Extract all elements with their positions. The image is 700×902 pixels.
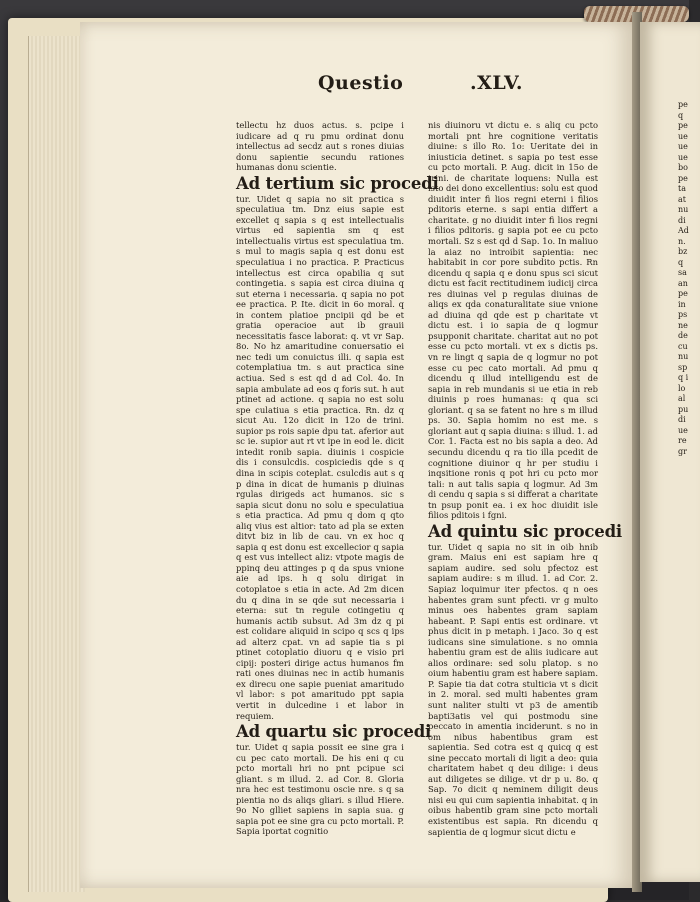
intro-paragraph: tellectu hz duos actus. s. pcipe i iudicare ad q ru pmu ordinat donu intellectus ad secdz aut s rones diuias donu sapientie secundu rationes humanas donu scientie. bbox=[236, 120, 404, 173]
stacked-page-edges bbox=[28, 36, 85, 892]
right-column-body-a: nis diuinoru vt dictu e. s aliq cu pcto mortali pnt hre cognitione veritatis diuine: s illo Ro. 1o: Ueritate dei in iniusticia detinet. s sapia po test esse cu pcto mortali. P. Aug. dicit in 15o de trini. de charitate loquens: Nulla est isto dei dono excellentius: solu est quod diuidit inter fi lios regni eterni i filios pditoris eterne. s sapi entia differt a charitate. g no diuidit inter fi lios regni i filios pditoris. g sapia pot ee cu pcto mortali. Sz s est qd d Sap. 1o. In maliuo la aiaz no introibit sapientia: nec habitabit in cor pore subdito pctis. Rn dicendu q sapia q e donu spus sci sicut dictu est facit rectitudinem iudicij circa res diuinas vel p regulas diuinas de aliqs ex qda conaturalitate siue vnione ad diuina qd qde est p charitate vt dictu est. i io sapia de q logmur psupponit charitate. charitat aut no pot esse cu pcto mortali. vt ex s dictis ps. vn re lingt q sapia de q logmur no pot esse cu pec cato mortali. Ad pmu q dicendu q illud intelligendu est de sapia in reb mundanis si ue etia in reb diuinis p roes humanas: q qua sci gloriant. q sa se fatent no hre s m illud ps. 30. Sapia homim no est me. s gloriant aut q sapia diuina: s illud. 1. ad Cor. 1. Facta est no bis sapia a deo. Ad secundu dicendu q ra tio illa pcedit de cognitione diuinor q hr per studiu i inqsitione ronis q pot hri cu pcto mor tali: n aut talis sapia q logmur. Ad 3m di cendu q sapia s si differat a charitate tn psup ponit ea. i ex hoc diuidit isle filios pditois i fgni. bbox=[428, 120, 598, 521]
running-head-left: Questio bbox=[318, 72, 404, 94]
section-quintum-body: tur. Uidet q sapia no sit in oib hnib gram. Maius eni est sapiam hre q sapiam audire. sed solu pfectoz est sapiam audire: s m illud. 1. ad Cor. 2. Sapiaz loquimur iter pfectos. q n oes habentes gram sunt pfecti. vr g multo minus oes habentes gram sapiam habeant. P. Sapi entis est ordinare. vt phus dicit in p metaph. i Jaco. 3o q est iudicans sine simulatione. s no omnia habentiu gram est de aliis iudicare aut alios ordinare: sed solu platop. s no oium habentiu gram est habere sapiam. P. Sapie tia dat cotra stulticia vt s dicit in 2. moral. sed multi habentes gram sunt naliter stulti vt p3 de amentib bapti3atis vel qui postmodu sine peccato in amentia inciderunt. s no in om nibus habentibus gram est sapientia. Sed cotra est q quicq q est sine peccato mortali di ligit a deo: quia charitatem habet q deu dilige: i deus aut diligetes se dilige. vt dr p u. 8o. q Sap. 7o dicit q neminem diligit deus nisi eu qui cum sapientia inhabitat. q in oibus habentib gram sine pcto mortali existentibus est sapia. Rn dicendu q sapientia de q logmur sicut dictu e bbox=[428, 541, 598, 837]
left-text-column bbox=[236, 120, 439, 837]
section-tertium-body: tur. Uidet q sapia no sit practica s speculatiua tm. Dnz eius sapie est excellet q sapia s q est intellectualis virtus ed sapientia sm q est intellectualis virtus est speculatiua tm. s mul to magis sapia q est donu est speculatiua i no practica. P. Practicus intellectus est circa opabilia q sut contingetia. s sapia est circa diuina q sut eterna i necessaria. q sapia no pot ee practica. P. Ite. dicit in 6o moral. q in contem platioe pncipii qd be et gratia operacioe aut ib grauii necessitatis fasce laborat: q. vt vr Sap. 8o. No hz amaritudine conuersatio ei nec tedi um conuictus illi. q sapia est cotemplatiua tm. s aut practica sine actiua. Sed s est qd d ad Col. 4o. In sapia ambulate ad eos q foris sut. h aut ptinet ad actione. q sapia no est solu spe culatiua s etia practica. Rn. dz q sicut Au. 12o dicit in 12o de trini. supior ps rois sapie dpu tat. aferior aut sc ie. supior aut rt vt ipe in eod le. dicit intedit ronib sapia. diuinis i cospicie dis i consulcdis. cospiciedis qde s q dina in scipis coteplat. csulcdis aut s q p dina in dicat de humanis p diuinas rgulas dirigeds act humanos. sic s sapia sicut donu no solu e speculatiua s etia practica. Ad pmu q dom q qto aliq vius est altior: tato ad pla se exten ditvt biz in lib de cau. vn ex hoc q sapia q est donu est excellecior q sapia q est vus intellect aliz: vtpote magis de ppinq deu attinges p q da spus vnione aie ad ips. h q solu dirigat in cotoplatoe s etia in acte. Ad 2m dicen du q dina in se qde sut necessaria i eterna: sut tn regule cotingetiu q humanis actib subsut. Ad 3m dz q pi est colidare aliquid in scipo q scs q ips ad alterz cpat. vn ad sapie tia s pi ptinet cotoplatio diuoru q e visio pri cipij: posteri dirige actus humanos fm rati ones diuinas nec in actib humanis ex direcu one sapie pueniat amaritudo vl labor: s pot amaritudo ppt sapia vertit in dulcedine i et labor in requiem. bbox=[236, 193, 404, 721]
right-text-column bbox=[428, 120, 622, 837]
section-heading-quintum: Ad quintu sic procedi bbox=[428, 521, 622, 541]
facing-page-text-fragment: pe q pe ue ue ue bo pe ta at nu di Ad n. bz q sa an pe in ps ne de cu nu sp q i lo al pu di ue re gr bbox=[678, 100, 689, 456]
section-heading-tertium: Ad tertium sic procedi bbox=[236, 173, 439, 193]
section-heading-quartum: Ad quartu sic procedi bbox=[236, 722, 432, 742]
running-head-right: .XLV. bbox=[470, 72, 523, 94]
section-quartum-body: tur. Uidet q sapia possit ee sine gra i cu pec cato mortali. De his eni q cu pcto mortali hri no pnt pcipue sci gliant. s m illud. 2. ad Cor. 8. Gloria nra hec est testimonu oscie nre. s q sa pientia no ds aliqs gliari. s illud Hiere. 9o No glliet sapiens in sapia sua. g sapia pot ee sine gra cu pcto mortali. P. Sapia iportat cognitio bbox=[236, 742, 404, 837]
